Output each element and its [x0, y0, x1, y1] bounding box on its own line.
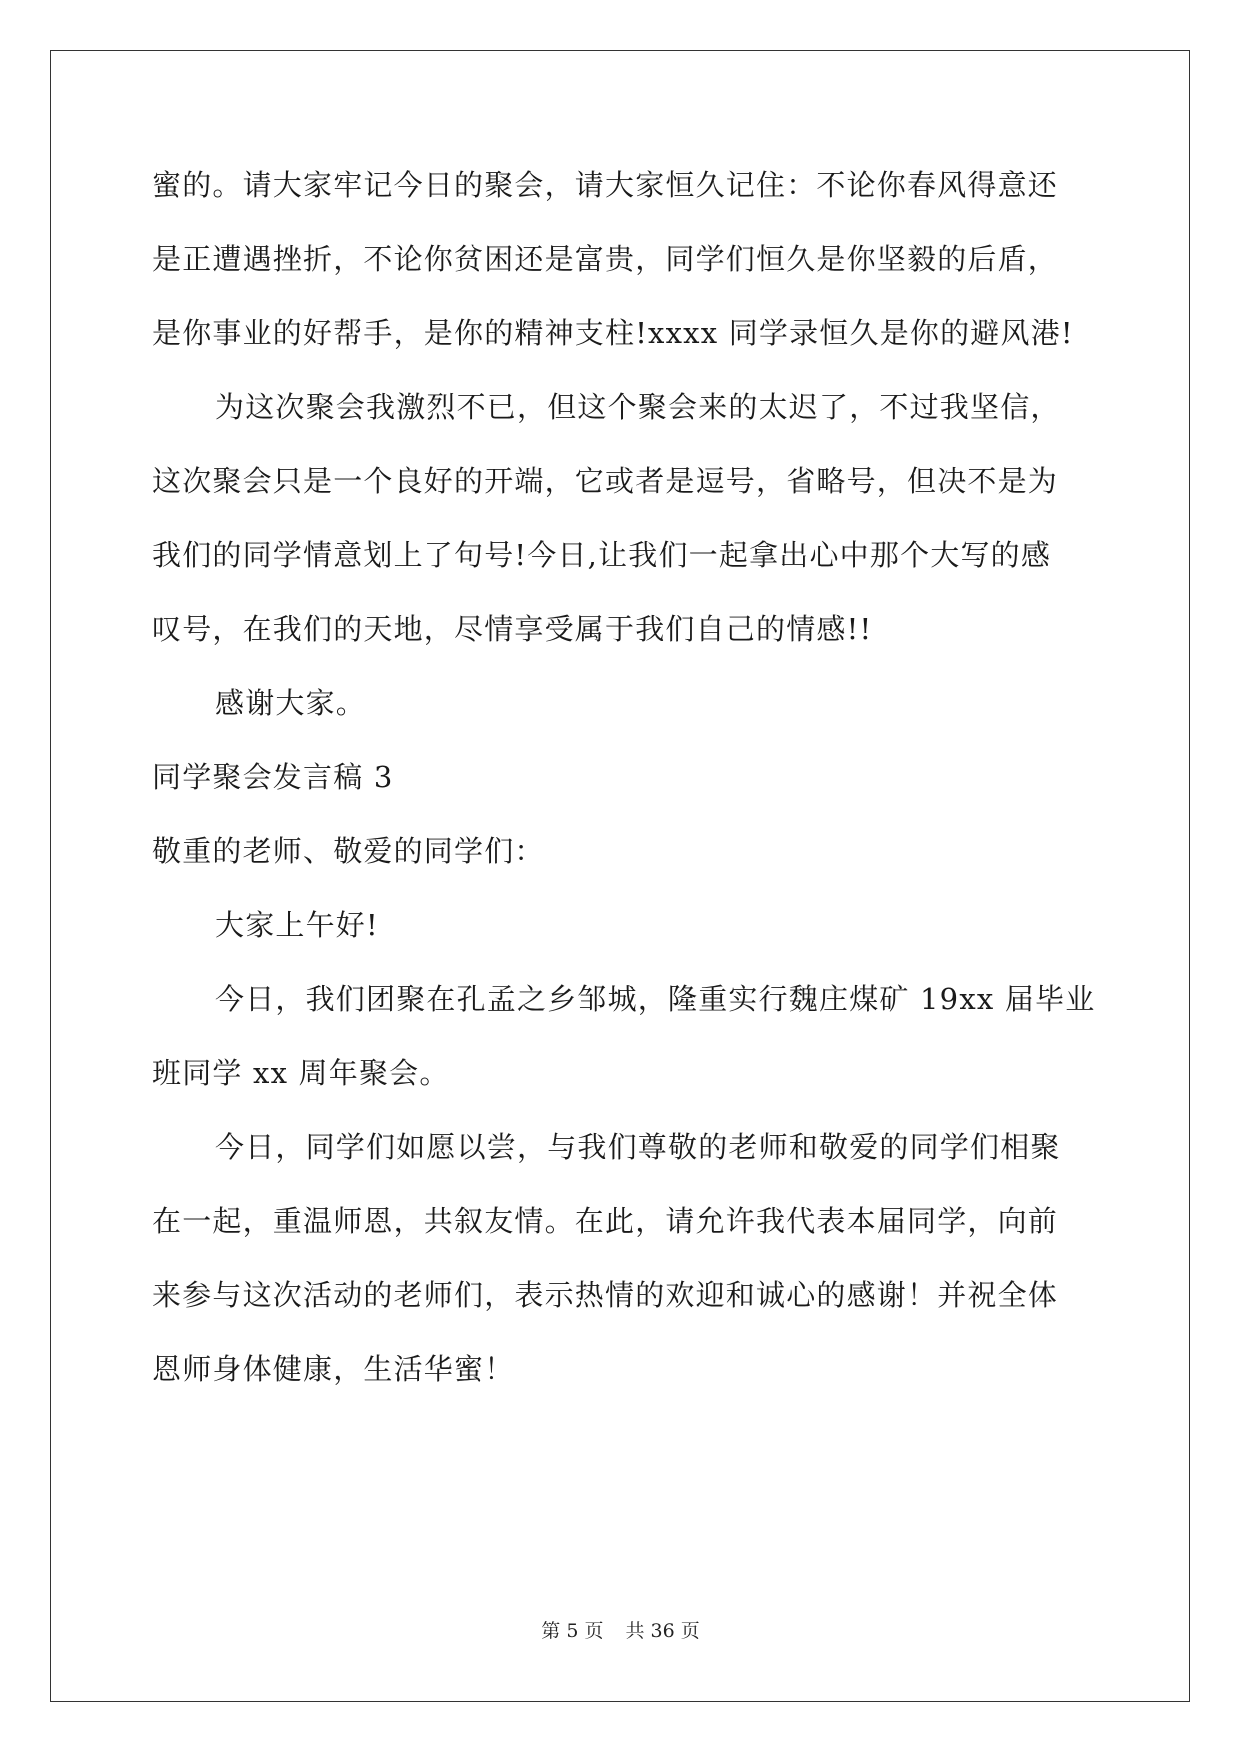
text-line: 我们的同学情意划上了句号!今日,让我们一起拿出心中那个大写的感 [152, 538, 1052, 572]
paragraph-start: 今日，我们团聚在孔孟之乡邹城，隆重实行魏庄煤矿 19xx 届毕业 [215, 982, 1096, 1016]
text-line: 这次聚会只是一个良好的开端，它或者是逗号，省略号，但决不是为 [152, 464, 1059, 498]
paragraph-start: 今日，同学们如愿以尝，与我们尊敬的老师和敬爱的同学们相聚 [215, 1130, 1061, 1164]
text-line: 是你事业的好帮手，是你的精神支柱!xxxx 同学录恒久是你的避风港! [152, 316, 1074, 350]
text-line: 蜜的。请大家牢记今日的聚会，请大家恒久记住：不论你春风得意还 [152, 168, 1059, 202]
text-line: 叹号，在我们的天地，尽情享受属于我们自己的情感!! [152, 612, 873, 646]
salutation: 敬重的老师、敬爱的同学们： [152, 834, 545, 868]
text-line: 在一起，重温师恩，共叙友情。在此，请允许我代表本届同学，向前 [152, 1204, 1059, 1238]
page-total: 共 36 页 [625, 1620, 700, 1642]
text-line: 班同学 xx 周年聚会。 [152, 1056, 450, 1090]
text-line: 恩师身体健康，生活华蜜！ [152, 1352, 515, 1386]
page-footer [0, 1616, 1241, 1643]
closing-line: 感谢大家。 [215, 686, 367, 720]
page-border [50, 50, 1190, 1702]
page-number: 第 5 页 [541, 1620, 604, 1642]
section-title: 同学聚会发言稿 3 [152, 760, 394, 794]
paragraph-start: 为这次聚会我激烈不已，但这个聚会来的太迟了，不过我坚信， [215, 390, 1061, 424]
text-line: 是正遭遇挫折，不论你贫困还是富贵，同学们恒久是你坚毅的后盾， [152, 242, 1059, 276]
greeting: 大家上午好! [215, 908, 379, 942]
text-line: 来参与这次活动的老师们，表示热情的欢迎和诚心的感谢！并祝全体 [152, 1278, 1059, 1312]
